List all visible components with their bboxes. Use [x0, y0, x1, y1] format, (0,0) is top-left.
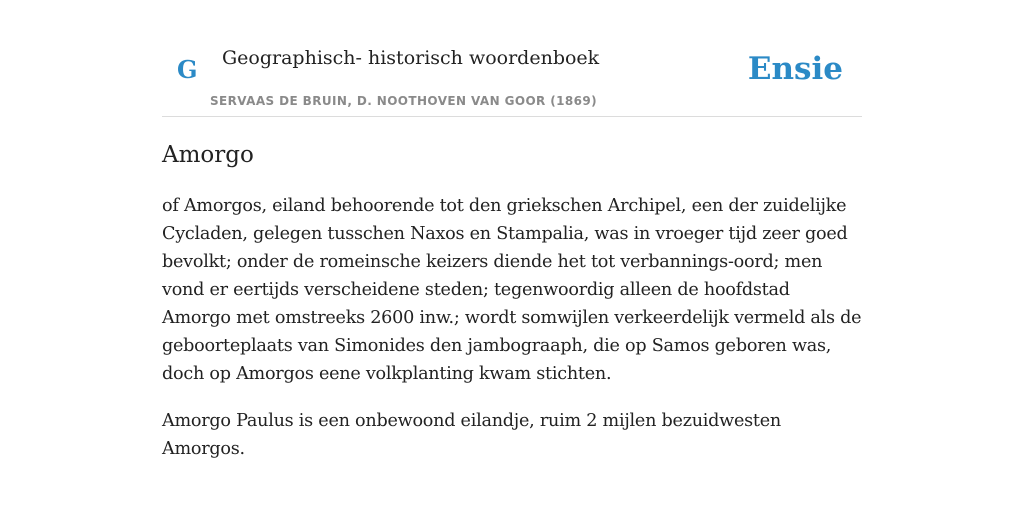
entry-body [162, 192, 862, 482]
book-header [162, 0, 862, 117]
page-container [162, 0, 862, 459]
book-authors: SERVAAS DE BRUIN, D. NOOTHOVEN VAN GOOR (1869) [210, 94, 598, 108]
entry-paragraph: of Amorgos, eiland behoorende tot den griekschen Archipel, een der zuidelijke Cycladen, gelegen tusschen Naxos en Stampalia, was in vroeger tijd zeer goed bevolkt; onder de romeinsche keizers diende het tot verbannings-oord; men vond er eertijds verscheidene steden; tegenwoordig alleen de hoofdstad Amorgo met omstreeks 2600 inw.; wordt somwijlen verkeerdelijk vermeld als de geboorteplaats van Simonides den jambograaph, die op Samos geboren was, doch op Amorgos eene volkplanting kwam stichten. [162, 196, 862, 384]
book-title[interactable]: Geographisch- historisch woordenboek [222, 47, 600, 69]
entry-title: Amorgo [162, 142, 254, 168]
entry-paragraph: Amorgo Paulus is een onbewoond eilandje, ruim 2 mijlen bezuidwesten Amorgos. [162, 411, 781, 459]
ensie-logo-link[interactable]: Ensie [747, 51, 843, 87]
book-letter-icon[interactable]: G [177, 55, 198, 84]
